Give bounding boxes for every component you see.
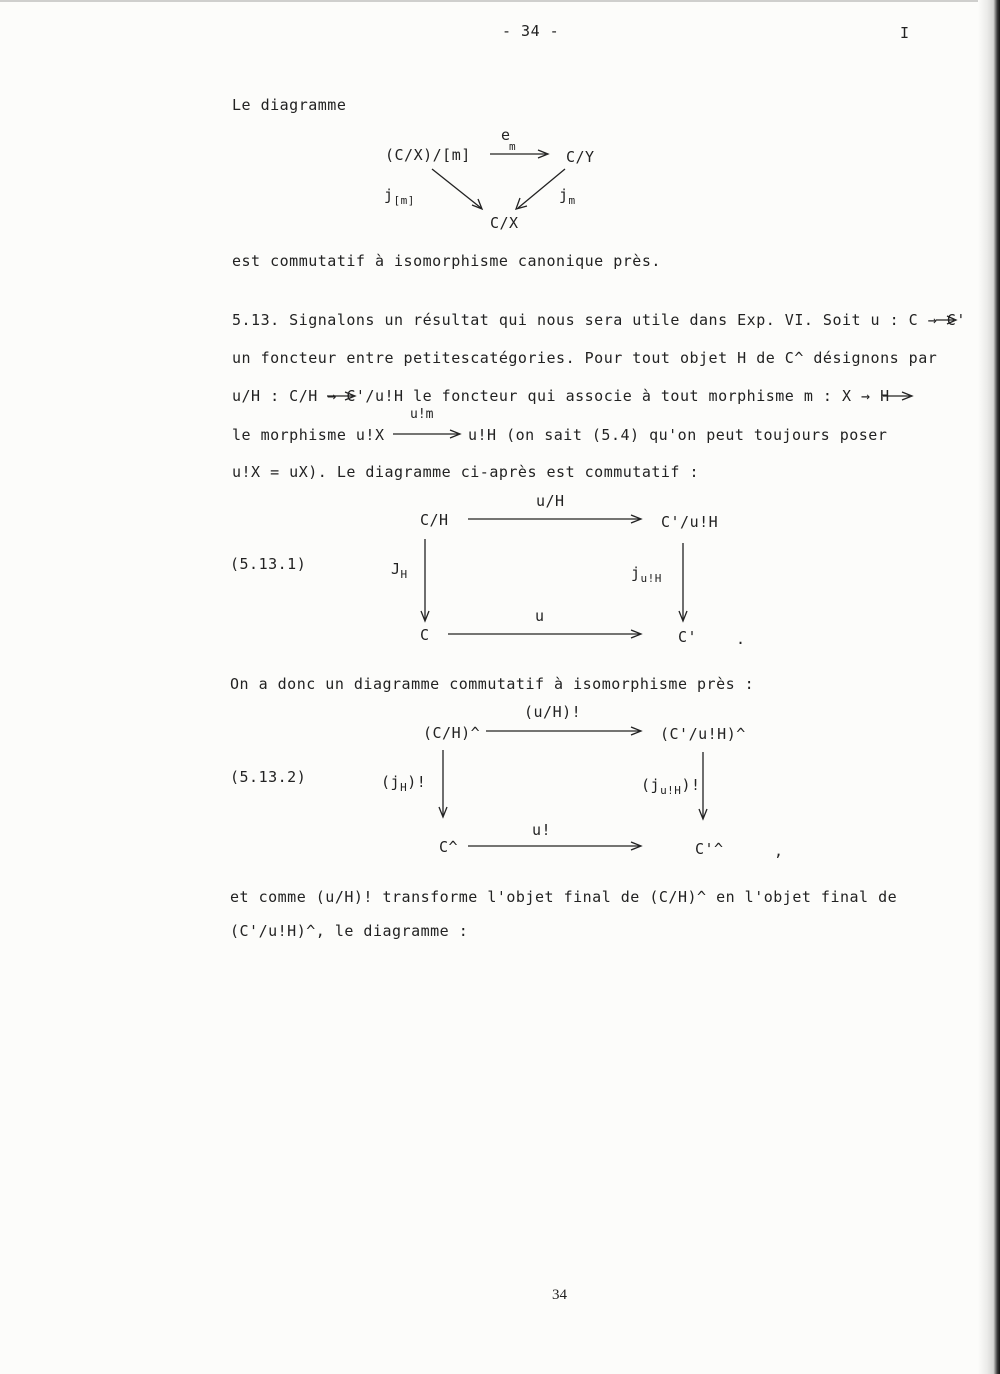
diagram2-bottom-left: C [420,626,430,644]
diagram1-top-left: (C/X)/[m] [385,146,471,164]
sentence-donc: On a donc un diagramme commutatif à isomorphisme près : [230,675,755,693]
para-line-4-right: u!H (on sait (5.4) qu'on peut toujours poser [468,426,888,444]
diagram2-bottom-arrow-label: u [535,607,545,625]
d1-arrowhead-right [516,198,527,209]
diagram3-bottom-left: C^ [439,838,459,856]
diagram2-top-left: C/H [420,511,449,529]
diagram3-top-right: (C'/u!H)^ [660,725,746,743]
para-line-3: u/H : C/H → C'/u!H le foncteur qui associe à tout morphisme m : X → H [232,387,890,405]
diagram3-top-arrow-label: (u/H)! [524,703,582,721]
diagram1-bottom: C/X [490,214,519,232]
chapter-marker: I [900,24,910,42]
diagram1-right-label: $j_m$ [559,186,576,207]
diagram3-right-label: $(j_{u!H})$! [641,776,701,797]
diagram3-number: (5.13.2) [230,768,307,786]
diagram1-left-label: $j_{[m]}$ [384,186,415,207]
diagram2-top-arrow-label: u/H [536,492,565,510]
diagram2-bottom-right: C' [678,628,698,646]
diagram2-right-label: $j_{u!H}$ [631,564,662,585]
diagram3-bottom-right: C'^ [695,840,724,858]
para-line-1: 5.13. Signalons un résultat qui nous sera utile dans Exp. VI. Soit u : C → C' [232,311,966,329]
diagram3-left-label: $(j_H)$! [381,773,427,794]
d1-arrow-left [432,169,481,208]
diagram2-number: (5.13.1) [230,555,307,573]
footer-page-number: 34 [552,1287,567,1303]
diagram3-end-punct: , [774,842,784,860]
para-line-2: un foncteur entre petitescatégories. Pour tout objet H de C^ désignons par [232,349,938,367]
para-line-4-left: le morphisme u!X [232,426,385,444]
intro-text: Le diagramme [232,96,347,114]
sentence-commutatif: est commutatif à isomorphisme canonique près. [232,252,661,270]
diagram2-left-label: $J_H$ [391,560,408,581]
diagram2-top-right: C'/u!H [661,513,719,531]
d1-arrow-right [518,169,565,208]
page-header-number: - 34 - [502,22,560,40]
para-line-5: u!X = uX). Le diagramme ci-après est commutatif : [232,463,700,481]
diagram3-top-left: (C/H)^ [423,724,481,742]
closing-line-2: (C'/u!H)^, le diagramme : [230,922,469,940]
diagram2-end-punct: . [736,630,746,648]
diagram3-bottom-arrow-label: u! [532,821,552,839]
diagram1-top-arrow-sub: m [509,140,516,153]
diagram1-top-arrow-label: e [501,126,511,144]
closing-line-1: et comme (u/H)! transforme l'objet final de (C/H)^ en l'objet final de [230,888,898,906]
diagram1-top-right: C/Y [566,148,595,166]
para-line-4-arrow-label: u!m [410,407,434,422]
